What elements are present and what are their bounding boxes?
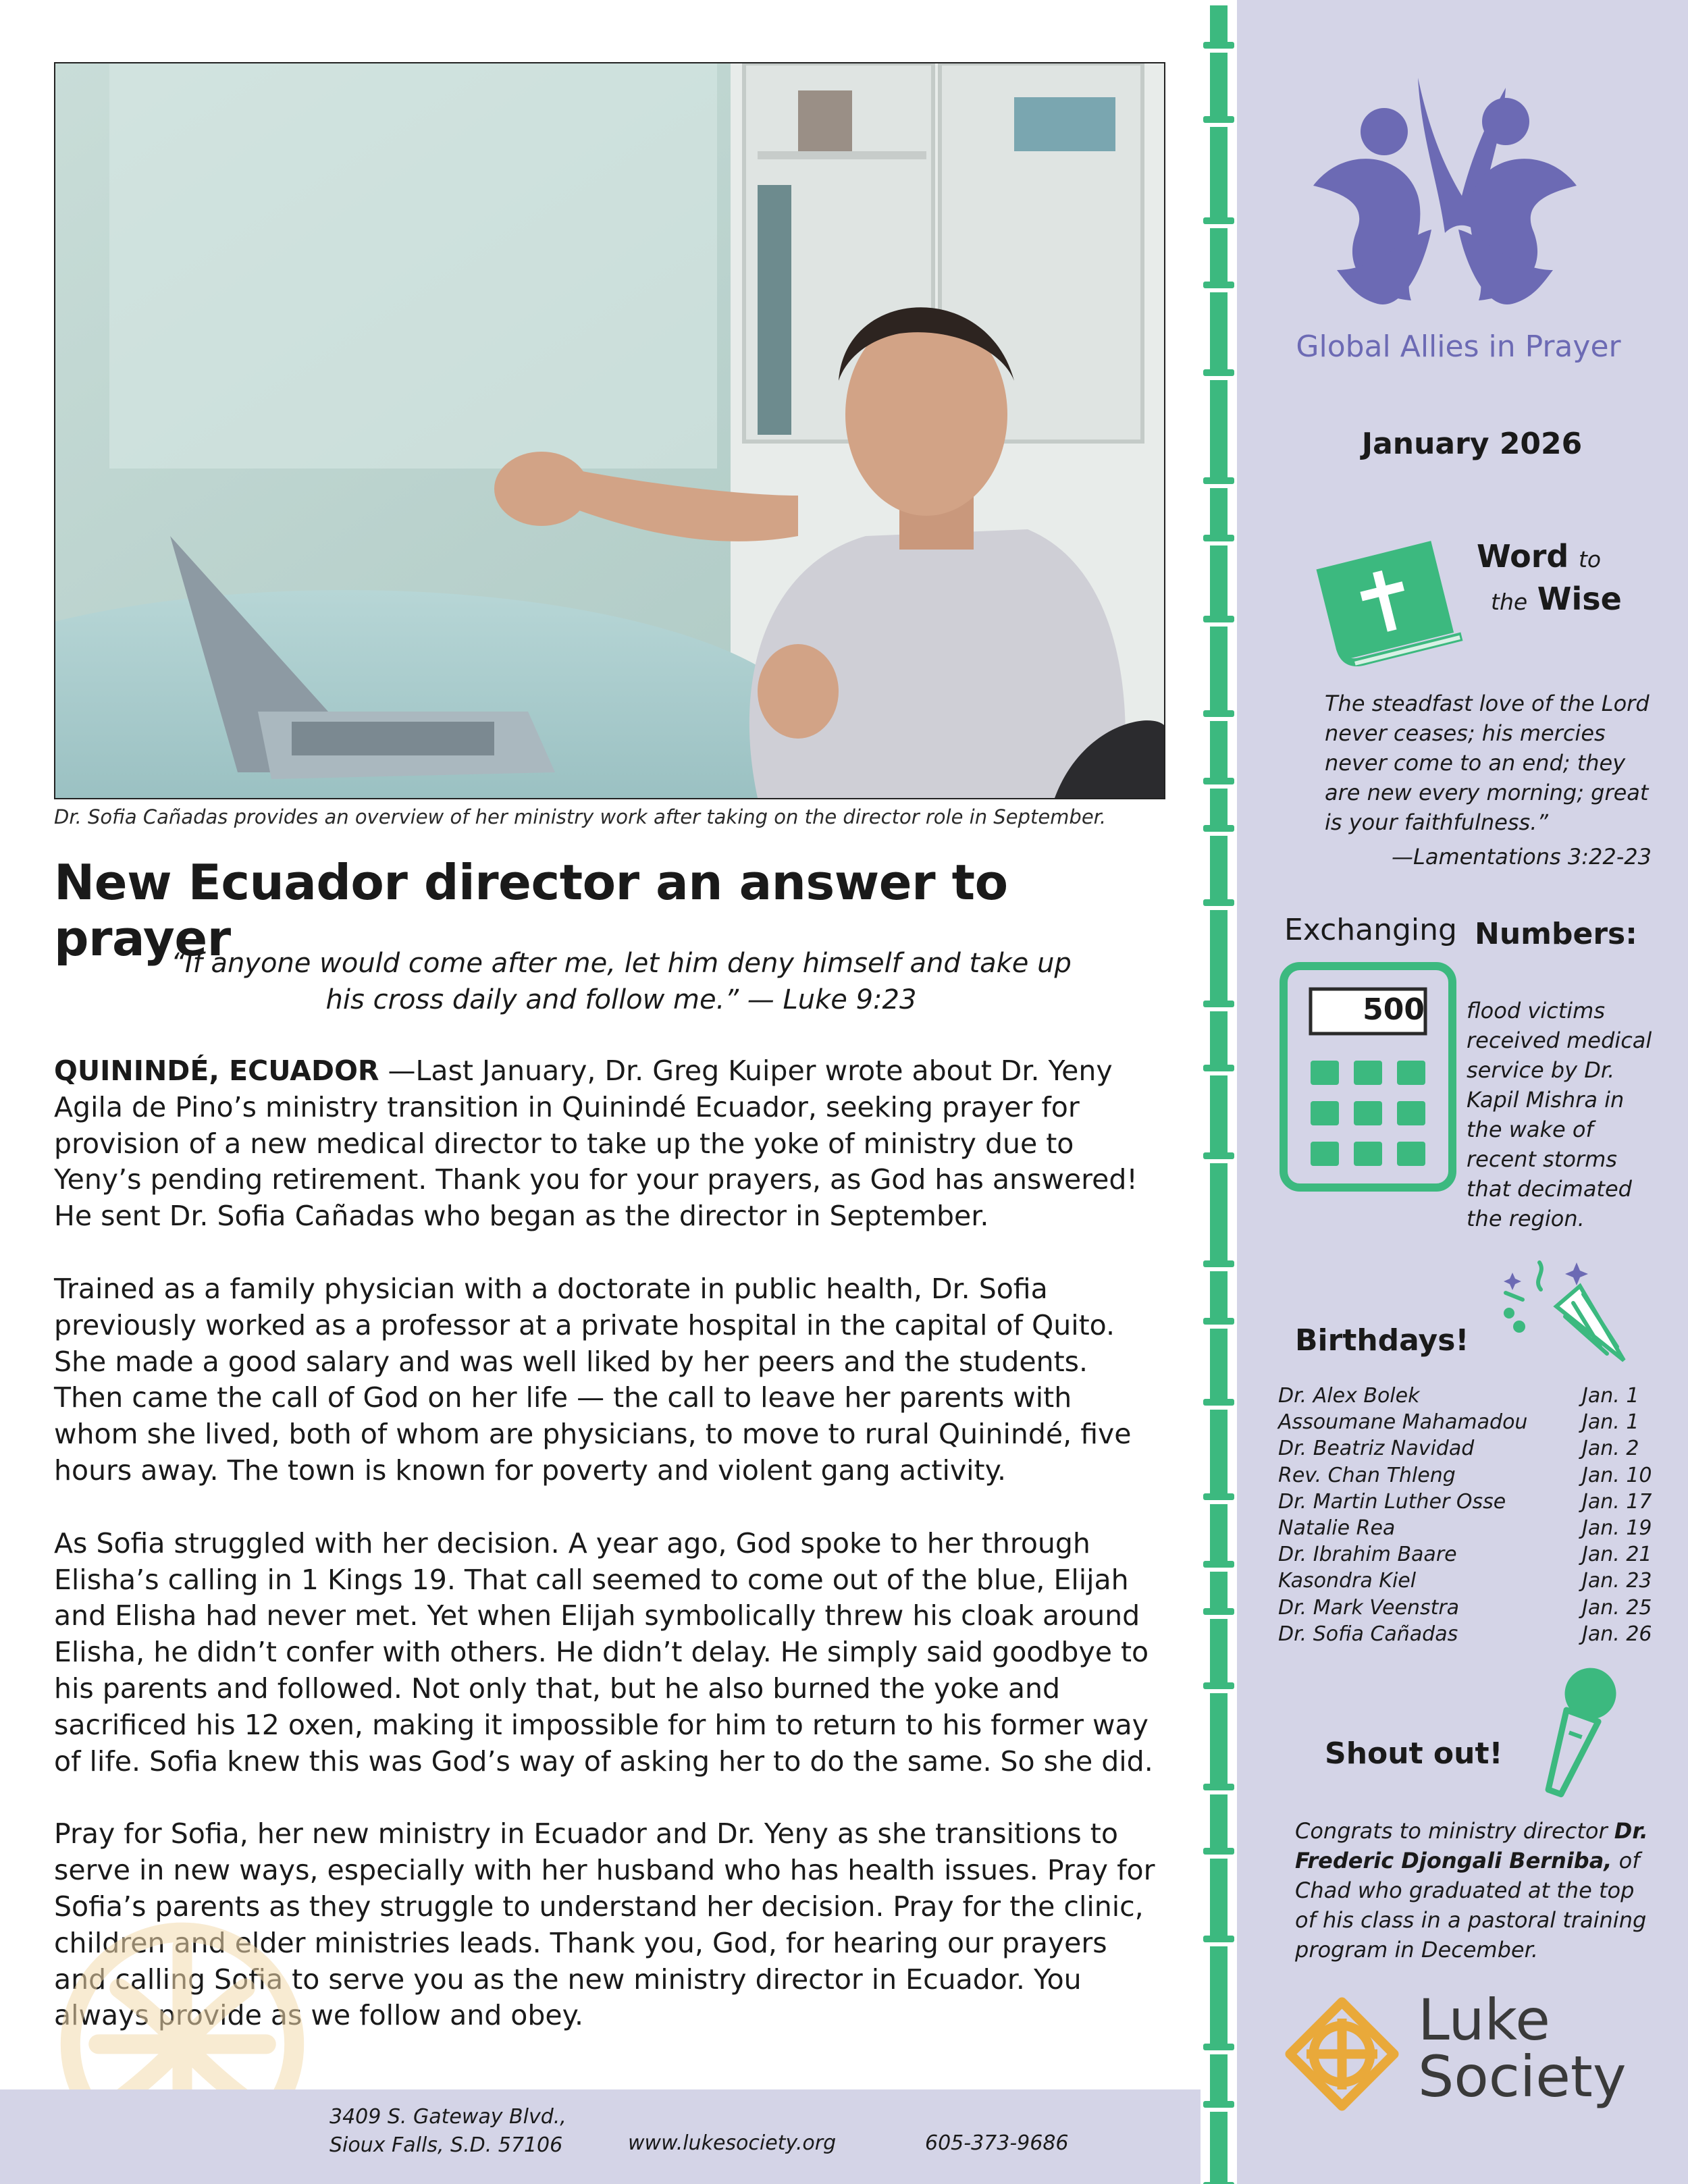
birthday-name: Dr. Martin Luther Osse <box>1278 1489 1506 1514</box>
article-paragraph-1 <box>54 1053 1161 1235</box>
birthday-row <box>1278 1383 1663 1409</box>
birthday-date: Jan. 25 <box>1582 1595 1652 1620</box>
birthday-row <box>1278 1595 1663 1621</box>
word-to-wise-title-line-2 <box>1491 581 1622 617</box>
luke-society-logo-icon <box>1283 1995 1401 2113</box>
birthday-date: Jan. 26 <box>1582 1622 1652 1646</box>
luke-society-line-2: Society <box>1418 2044 1627 2110</box>
birthday-name: Dr. Sofia Cañadas <box>1278 1622 1458 1646</box>
birthday-name: Kasondra Kiel <box>1278 1569 1417 1593</box>
birthday-name: Natalie Rea <box>1278 1516 1396 1541</box>
birthday-row <box>1278 1489 1663 1515</box>
shout-out-title: Shout out! <box>1325 1736 1503 1771</box>
article-headline: New Ecuador director an answer to prayer <box>54 854 1008 967</box>
birthday-row <box>1278 1541 1663 1568</box>
article-dateline: QUININDÉ, ECUADOR <box>54 1055 379 1087</box>
article-photo <box>54 62 1165 799</box>
birthdays-title: Birthdays! <box>1295 1323 1469 1358</box>
page-footer <box>0 2089 1201 2184</box>
luke-society-line-1: Luke <box>1418 1987 1550 2053</box>
birthday-row <box>1278 1621 1663 1647</box>
birthday-row <box>1278 1515 1663 1541</box>
article-paragraph-1-text: —Last January, Dr. Greg Kuiper wrote about Dr. Yeny Agila de Pino’s ministry transition in Quinindé Ecuador, seeking prayer for provision of a new medical director to take up the yoke of ministry due to Yeny’s pending retirement. Thank you for your prayers, as God has answered! He sent Dr. Sofia Cañadas who began as the director in September. <box>54 1055 1138 1233</box>
article-paragraph-3: As Sofia struggled with her decision. A year ago, God spoke to her through Elisha’s calling in 1 Kings 19. That call seemed to come out of the blue, Elijah and Elisha had never met. Yet when Elijah symbolically threw his cloak around Elisha, he didn’t confer with others. He didn’t delay. He simply said goodbye to his parents and followed. Not only that, but he also burned the yoke and sacrificed his 12 oxen, making it impossible for him to return to his former way of life. Sofia knew this was God’s way of asking her to do the same. So she did. <box>54 1526 1153 1778</box>
word-label: Word <box>1477 538 1569 575</box>
footer-address <box>329 2103 566 2160</box>
article-paragraph-4: Pray for Sofia, her new ministry in Ecuador and Dr. Yeny as she transitions to serve in new ways, especially with her husband who has health issues. Pray for Sofia’s parents as they struggle to understand her decision. Pray for the clinic, children and elder ministries leads. Thank you, God, for hearing our prayers and calling Sofia to serve you as the new ministry director in Ecuador. You always provide as we follow and obey. <box>54 1817 1155 2032</box>
scripture-verse: The steadfast love of the Lord never ceases; his mercies never come to an end; they are new every morning; great is your faithfulness.” <box>1325 691 1650 835</box>
photo-illustration <box>55 63 1164 798</box>
birthday-name: Rev. Chan Thleng <box>1278 1463 1456 1487</box>
birthday-name: Dr. Alex Bolek <box>1278 1384 1420 1408</box>
word-to-wise-title-line-1 <box>1477 538 1601 575</box>
birthday-row <box>1278 1568 1663 1594</box>
microphone-icon <box>1533 1661 1620 1803</box>
the-label: the <box>1491 589 1528 615</box>
birthday-name: Assoumane Mahamadou <box>1278 1410 1528 1435</box>
birthday-date: Jan. 23 <box>1582 1569 1652 1593</box>
article-epigraph <box>135 945 1107 1018</box>
birthday-date: Jan. 19 <box>1582 1516 1652 1541</box>
congrats-name: Dr. Frederic Djongali Berniba, <box>1295 1818 1648 1873</box>
birthday-date: Jan. 2 <box>1582 1437 1639 1461</box>
footer-website-link[interactable]: www.lukesociety.org <box>628 2131 837 2155</box>
birthday-row <box>1278 1435 1663 1462</box>
birthday-row <box>1278 1409 1663 1435</box>
bamboo-border-decoration <box>1201 0 1237 2184</box>
party-popper-icon <box>1492 1252 1634 1367</box>
luke-society-wordmark <box>1418 1987 1627 2110</box>
global-allies-prayer-logo-icon <box>1303 68 1587 324</box>
article-paragraph-2: Trained as a family physician with a doctorate in public health, Dr. Sofia previously worked as a professor at a private hospital in the capital of Quito. She made a good salary and was well liked by her peers and the students. Then came the call of God on her life — the call to leave her parents with whom she lived, both of whom are physicians, to move to rural Quinindé, five hours away. The town is known for poverty and violent gang activity. <box>54 1272 1132 1487</box>
birthday-name: Dr. Beatriz Navidad <box>1278 1437 1475 1461</box>
epigraph-line-2: his cross daily and follow me.” — Luke 9:23 <box>325 984 917 1015</box>
birthday-date: Jan. 21 <box>1582 1543 1652 1567</box>
birthday-date: Jan. 17 <box>1582 1489 1652 1514</box>
issue-month: January 2026 <box>1361 427 1583 461</box>
epigraph-line-1: “If anyone would come after me, let him deny himself and take up <box>171 948 1072 979</box>
exchanging-label: Exchanging <box>1284 913 1457 947</box>
wise-label: Wise <box>1537 581 1622 617</box>
congrats-details: of Chad who graduated at the top of his class in a pastoral training program in December. <box>1295 1848 1647 1963</box>
footer-phone: 605-373-9686 <box>925 2131 1069 2155</box>
photo-caption: Dr. Sofia Cañadas provides an overview of her ministry work after taking on the director role in September. <box>54 805 1107 828</box>
birthday-list <box>1278 1383 1663 1647</box>
shout-out-text <box>1295 1816 1660 1965</box>
footer-address-line-1: 3409 S. Gateway Blvd., <box>329 2105 566 2129</box>
birthday-date: Jan. 1 <box>1582 1384 1639 1408</box>
calculator-number: 500 <box>1363 992 1425 1027</box>
numbers-label: Numbers: <box>1475 917 1637 951</box>
birthday-row <box>1278 1462 1663 1489</box>
scripture-reference: —Lamentations 3:22-23 <box>1392 844 1652 870</box>
footer-address-line-2: Sioux Falls, S.D. 57106 <box>329 2133 563 2157</box>
birthday-date: Jan. 10 <box>1582 1463 1652 1487</box>
congrats-intro: Congrats to ministry director <box>1295 1818 1608 1844</box>
bible-icon <box>1300 533 1472 675</box>
global-allies-prayer-title: Global Allies in Prayer <box>1296 329 1621 364</box>
birthday-name: Dr. Mark Veenstra <box>1278 1595 1460 1620</box>
birthday-name: Dr. Ibrahim Baare <box>1278 1543 1457 1567</box>
number-description: flood victims received medical service by Dr. Kapil Mishra in the wake of recent storms that decimated the region. <box>1467 998 1652 1231</box>
birthday-date: Jan. 1 <box>1582 1410 1639 1435</box>
to-label: to <box>1578 546 1602 572</box>
